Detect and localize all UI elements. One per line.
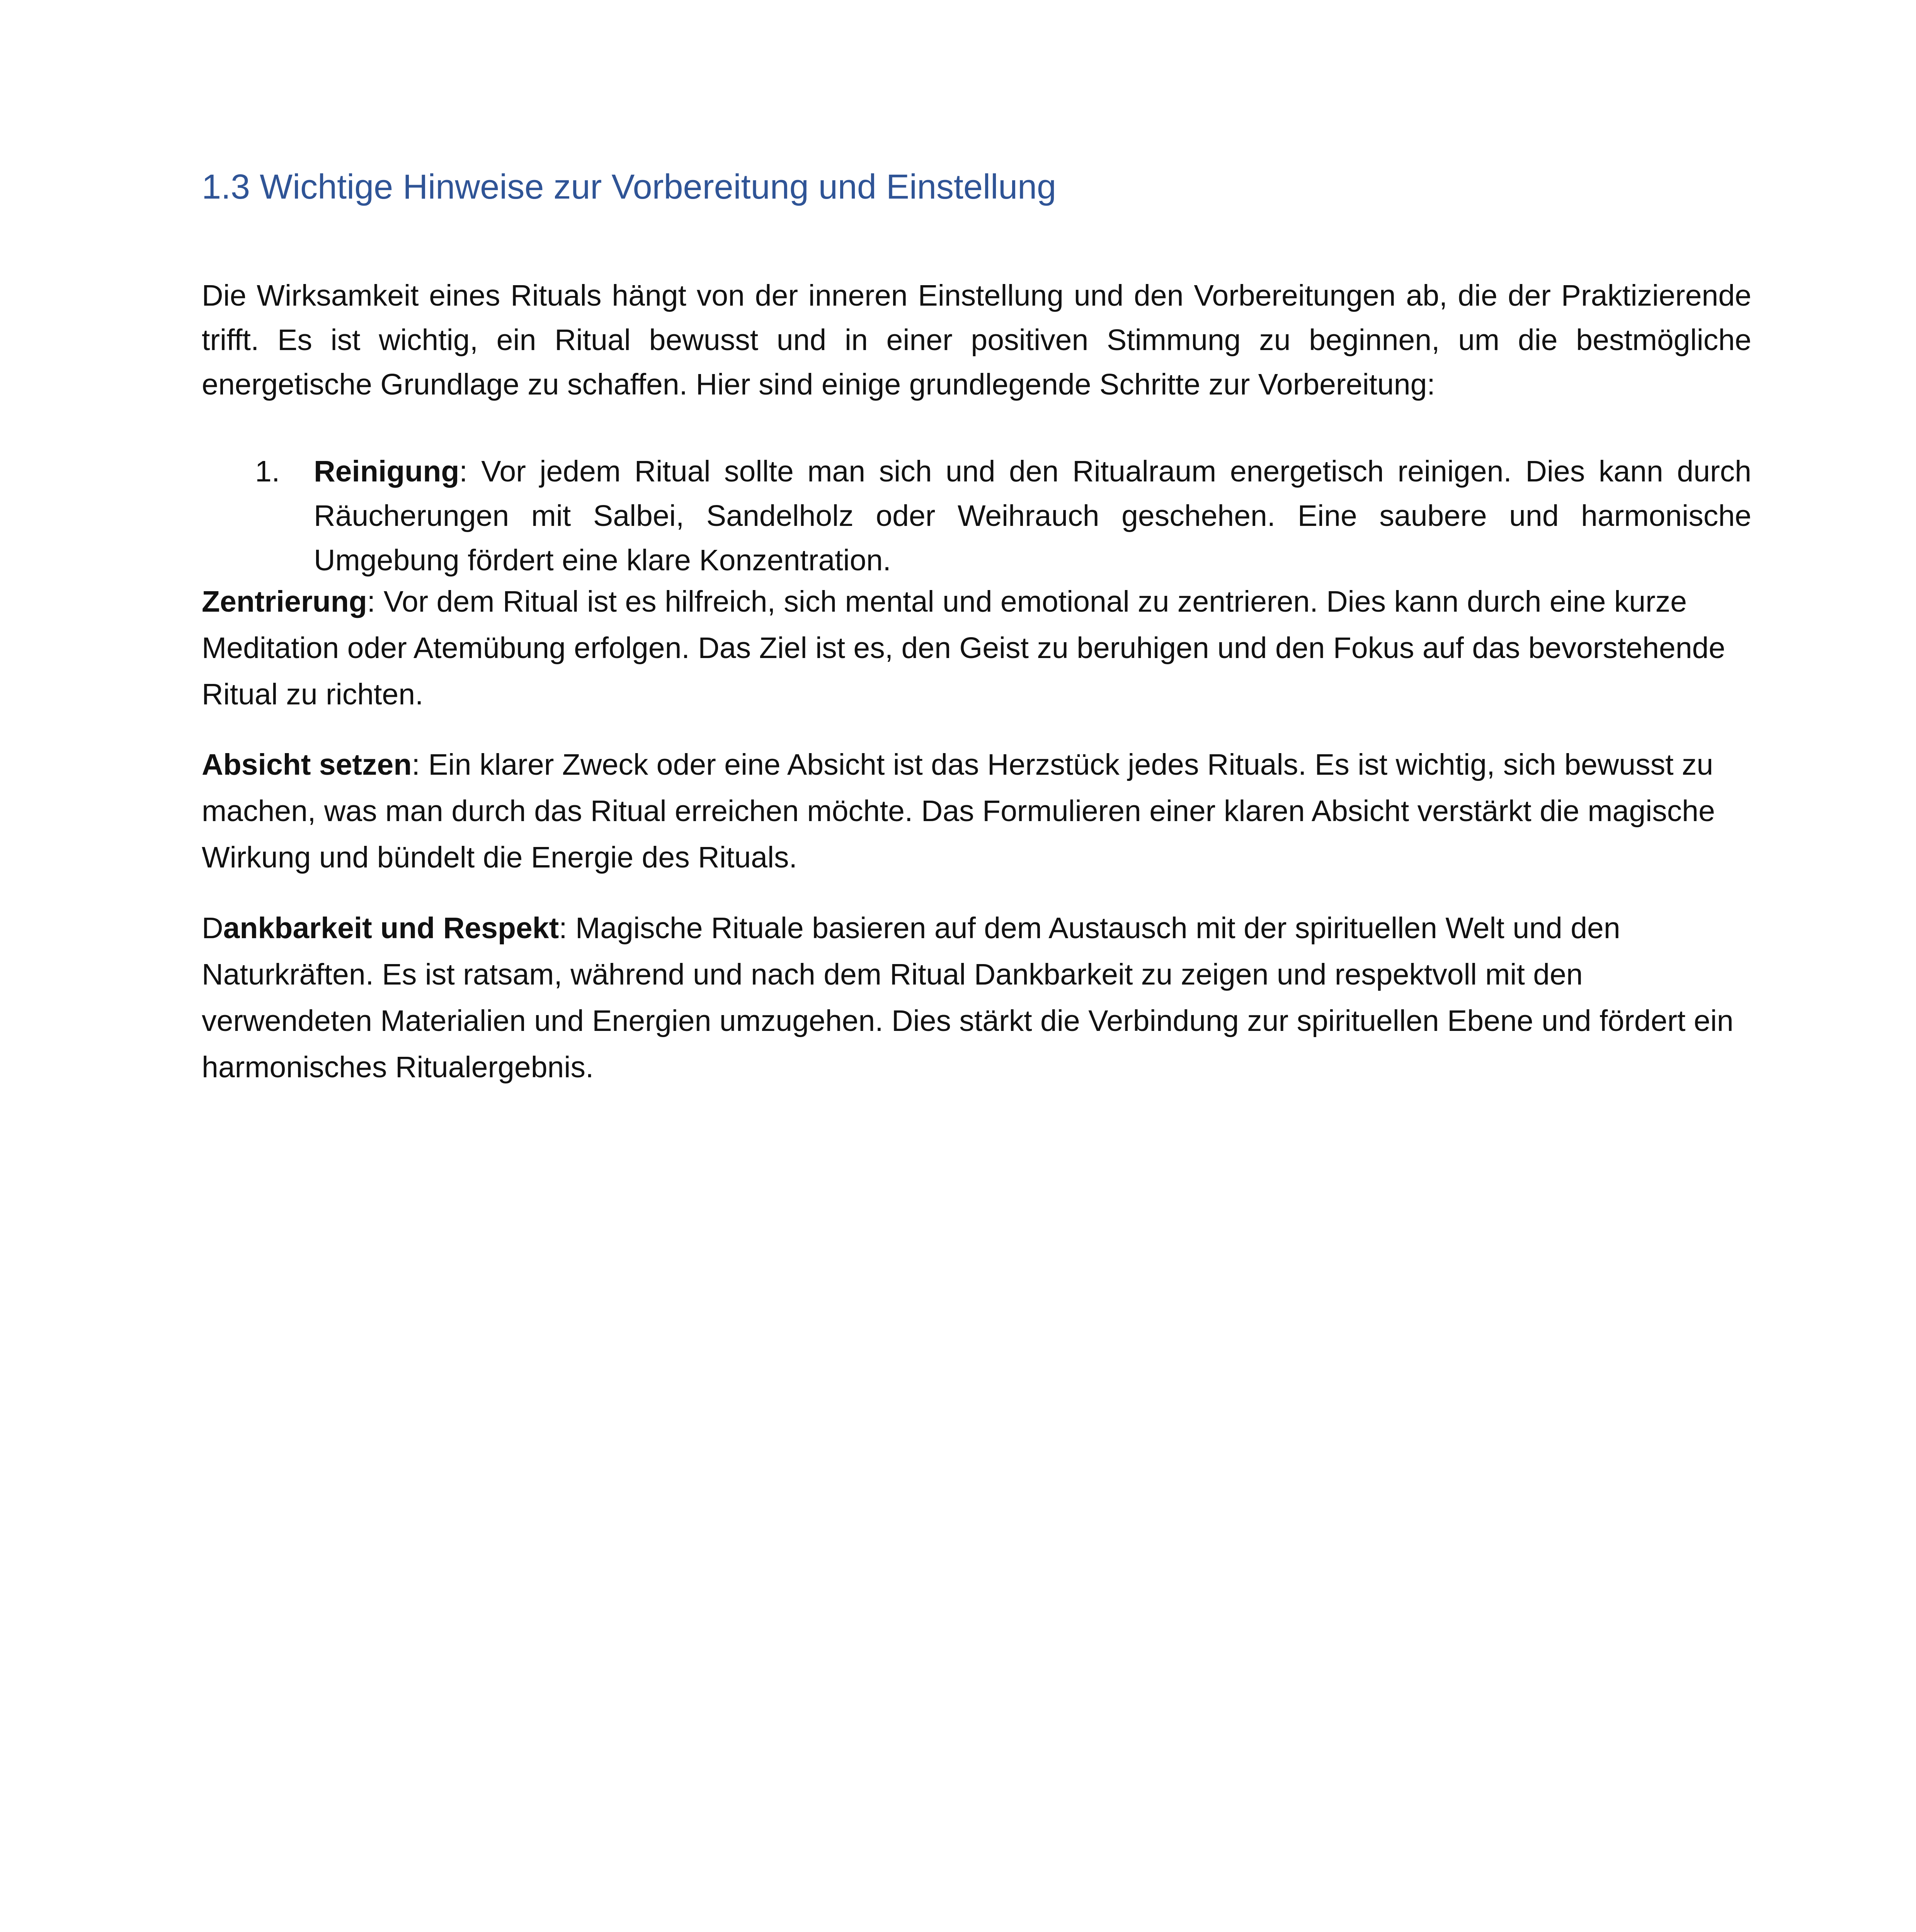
numbered-list <box>255 449 1751 583</box>
intro-paragraph: Die Wirksamkeit eines Rituals hängt von der inneren Einstellung und den Vorbereitungen ab, die der Praktizierende trifft. Es ist wichtig, ein Ritual bewusst und in einer positiven Stimmung zu beginnen, um die bestmögliche energetische Grundlage zu schaffen. Hier sind einige grundlegende Schritte zur Vorbereitung: <box>202 279 1751 401</box>
list-item-term: Reinigung <box>314 455 459 488</box>
paragraph-dankbarkeit <box>202 905 1751 1090</box>
list-item <box>314 449 1751 583</box>
term-dankbarkeit-first-letter: D <box>202 912 223 945</box>
text-dankbarkeit: : Magische Rituale basieren auf dem Austausch mit der spirituellen Welt und den Naturkräften. Es ist ratsam, während und nach dem Ritual Dankbarkeit zu zeigen und respektvoll mit den verwendeten Materialien und Energien umzugehen. Dies stärkt die Verbindung zur spirituellen Ebene und fördert ein harmonisches Ritualergebnis. <box>202 912 1734 1084</box>
term-dankbarkeit: ankbarkeit und Respekt <box>223 912 559 945</box>
term-zentrierung: Zentrierung <box>202 585 367 618</box>
paragraph-absicht <box>202 742 1751 881</box>
term-absicht: Absicht setzen <box>202 748 412 781</box>
list-item-number: 1. <box>255 455 280 488</box>
paragraph-zentrierung <box>202 578 1751 718</box>
list-item-text: : Vor jedem Ritual sollte man sich und den Ritualraum energetisch reinigen. Dies kann durch Räucherungen mit Salbei, Sandelholz oder Weihrauch geschehen. Eine saubere und harmonische Umgebung fördert eine klare Konzentration. <box>314 455 1751 577</box>
text-zentrierung: : Vor dem Ritual ist es hilfreich, sich mental und emotional zu zentrieren. Dies kann durch eine kurze Meditation oder Atemübung erfolgen. Das Ziel ist es, den Geist zu beruhigen und den Fokus auf das bevorstehende Ritual zu richten. <box>202 585 1725 711</box>
text-absicht: : Ein klarer Zweck oder eine Absicht ist das Herzstück jedes Rituals. Es ist wichtig, sich bewusst zu machen, was man durch das Ritual erreichen möchte. Das Formulieren einer klaren Absicht verstärkt die magische Wirkung und bündelt die Energie des Rituals. <box>202 748 1715 874</box>
section-heading: 1.3 Wichtige Hinweise zur Vorbereitung und Einstellung <box>202 168 1057 206</box>
